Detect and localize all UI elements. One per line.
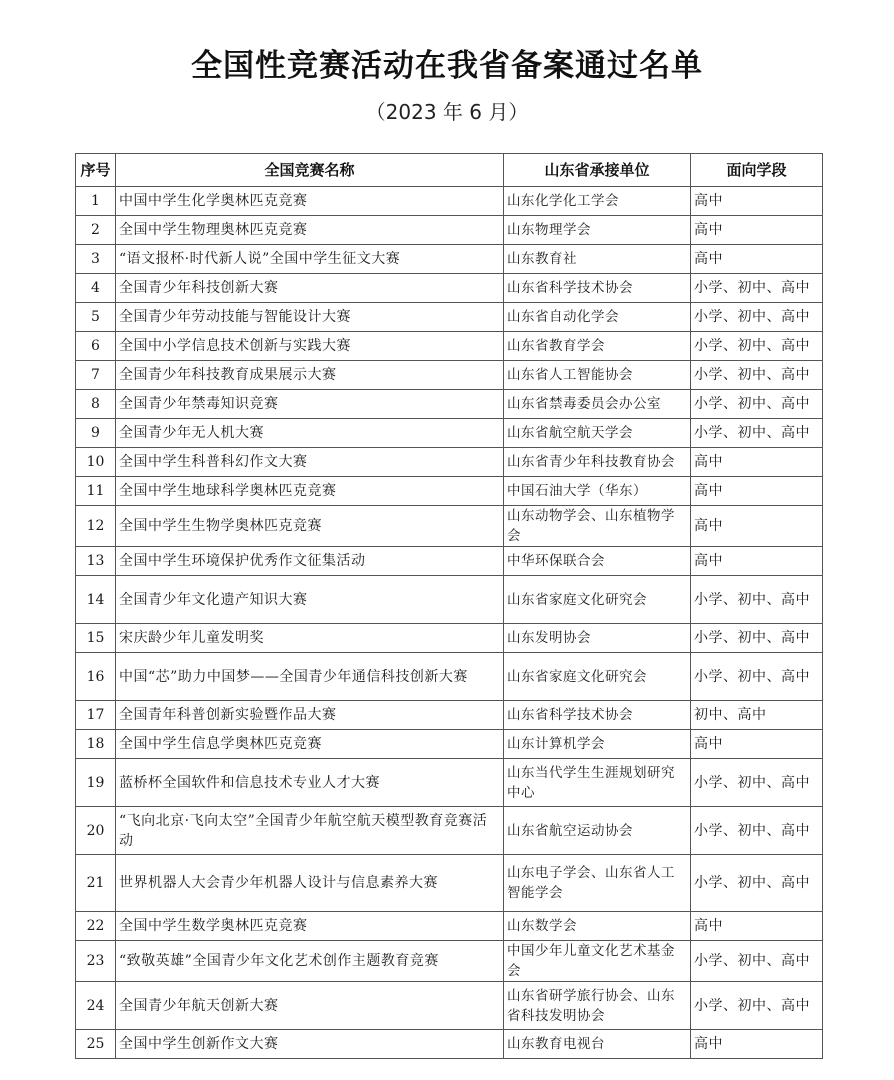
row-number: 7 (76, 361, 116, 390)
competition-name: 全国青少年无人机大赛 (116, 419, 504, 448)
host-organization: 山东发明协会 (504, 624, 691, 653)
table-row (76, 941, 823, 982)
row-number: 17 (76, 701, 116, 730)
table-row (76, 759, 823, 807)
header-host-organization: 山东省承接单位 (504, 154, 691, 187)
competition-name: 全国青少年科技创新大赛 (116, 274, 504, 303)
row-number: 16 (76, 653, 116, 701)
school-level: 小学、初中、高中 (691, 624, 823, 653)
competition-name: 全国中学生物理奥林匹克竞赛 (116, 216, 504, 245)
host-organization: 山东省禁毒委员会办公室 (504, 390, 691, 419)
host-organization: 山东教育社 (504, 245, 691, 274)
school-level: 高中 (691, 477, 823, 506)
competition-name: 全国中学生信息学奥林匹克竞赛 (116, 730, 504, 759)
competition-name: 全国中学生创新作文大赛 (116, 1030, 504, 1059)
school-level: 高中 (691, 912, 823, 941)
table-row (76, 982, 823, 1030)
competition-name: 全国青少年科技教育成果展示大赛 (116, 361, 504, 390)
header-school-level: 面向学段 (691, 154, 823, 187)
school-level: 高中 (691, 245, 823, 274)
host-organization: 山东物理学会 (504, 216, 691, 245)
competition-name: 宋庆龄少年儿童发明奖 (116, 624, 504, 653)
host-organization: 山东数学会 (504, 912, 691, 941)
document-title: 全国性竞赛活动在我省备案通过名单 (191, 48, 703, 84)
table-row (76, 274, 823, 303)
row-number: 6 (76, 332, 116, 361)
host-organization: 中华环保联合会 (504, 547, 691, 576)
host-organization: 山东当代学生生涯规划研究中心 (504, 759, 691, 807)
row-number: 5 (76, 303, 116, 332)
competition-name: 全国中学生环境保护优秀作文征集活动 (116, 547, 504, 576)
row-number: 25 (76, 1030, 116, 1059)
table-body (76, 187, 823, 1059)
row-number: 12 (76, 506, 116, 547)
host-organization: 山东省科学技术协会 (504, 701, 691, 730)
host-organization: 中国少年儿童文化艺术基金会 (504, 941, 691, 982)
host-organization: 山东省家庭文化研究会 (504, 653, 691, 701)
competition-name: 全国中小学信息技术创新与实践大赛 (116, 332, 504, 361)
host-organization: 山东化学化工学会 (504, 187, 691, 216)
table-row (76, 730, 823, 759)
school-level: 小学、初中、高中 (691, 419, 823, 448)
table-row (76, 187, 823, 216)
competition-name: 中国“芯”助力中国梦——全国青少年通信科技创新大赛 (116, 653, 504, 701)
table-row (76, 1030, 823, 1059)
row-number: 8 (76, 390, 116, 419)
row-number: 24 (76, 982, 116, 1030)
host-organization: 山东省青少年科技教育协会 (504, 448, 691, 477)
table-row (76, 303, 823, 332)
row-number: 22 (76, 912, 116, 941)
row-number: 4 (76, 274, 116, 303)
document-date: （2023 年 6 月） (365, 100, 529, 124)
competition-name: 全国青少年禁毒知识竞赛 (116, 390, 504, 419)
row-number: 20 (76, 807, 116, 855)
table-row (76, 506, 823, 547)
school-level: 小学、初中、高中 (691, 303, 823, 332)
host-organization: 山东省航空航天学会 (504, 419, 691, 448)
table-row (76, 361, 823, 390)
host-organization: 山东省航空运动协会 (504, 807, 691, 855)
school-level: 高中 (691, 547, 823, 576)
competition-name: “飞向北京·飞向太空”全国青少年航空航天模型教育竞赛活动 (116, 807, 504, 855)
row-number: 11 (76, 477, 116, 506)
school-level: 高中 (691, 506, 823, 547)
school-level: 小学、初中、高中 (691, 653, 823, 701)
table-row (76, 701, 823, 730)
row-number: 21 (76, 855, 116, 912)
row-number: 15 (76, 624, 116, 653)
competition-name: 全国青少年航天创新大赛 (116, 982, 504, 1030)
host-organization: 山东省家庭文化研究会 (504, 576, 691, 624)
host-organization: 山东省教育学会 (504, 332, 691, 361)
school-level: 小学、初中、高中 (691, 361, 823, 390)
competition-name: 世界机器人大会青少年机器人设计与信息素养大赛 (116, 855, 504, 912)
table-row (76, 477, 823, 506)
competition-name: 蓝桥杯全国软件和信息技术专业人才大赛 (116, 759, 504, 807)
competition-table (75, 153, 823, 1059)
school-level: 高中 (691, 216, 823, 245)
table-row (76, 807, 823, 855)
table-row (76, 912, 823, 941)
header-competition-name: 全国竞赛名称 (116, 154, 504, 187)
table-row (76, 576, 823, 624)
competition-name: 全国青年科普创新实验暨作品大赛 (116, 701, 504, 730)
header-number: 序号 (76, 154, 116, 187)
host-organization: 山东省自动化学会 (504, 303, 691, 332)
school-level: 小学、初中、高中 (691, 576, 823, 624)
competition-name: “致敬英雄”全国青少年文化艺术创作主题教育竞赛 (116, 941, 504, 982)
competition-name: 全国青少年劳动技能与智能设计大赛 (116, 303, 504, 332)
competition-name: 全国中学生科普科幻作文大赛 (116, 448, 504, 477)
competition-name: 全国中学生数学奥林匹克竞赛 (116, 912, 504, 941)
row-number: 3 (76, 245, 116, 274)
competition-name: 全国青少年文化遗产知识大赛 (116, 576, 504, 624)
school-level: 小学、初中、高中 (691, 274, 823, 303)
school-level: 小学、初中、高中 (691, 759, 823, 807)
host-organization: 山东省研学旅行协会、山东省科技发明协会 (504, 982, 691, 1030)
table-row (76, 419, 823, 448)
table-row (76, 855, 823, 912)
host-organization: 中国石油大学（华东） (504, 477, 691, 506)
host-organization: 山东计算机学会 (504, 730, 691, 759)
table-row (76, 624, 823, 653)
row-number: 2 (76, 216, 116, 245)
table-row (76, 547, 823, 576)
host-organization: 山东省科学技术协会 (504, 274, 691, 303)
host-organization: 山东电子学会、山东省人工智能学会 (504, 855, 691, 912)
competition-name: 中国中学生化学奥林匹克竞赛 (116, 187, 504, 216)
table-row (76, 653, 823, 701)
table-row (76, 216, 823, 245)
school-level: 高中 (691, 1030, 823, 1059)
school-level: 小学、初中、高中 (691, 332, 823, 361)
school-level: 小学、初中、高中 (691, 982, 823, 1030)
table-row (76, 245, 823, 274)
table-row (76, 448, 823, 477)
row-number: 14 (76, 576, 116, 624)
school-level: 高中 (691, 448, 823, 477)
school-level: 高中 (691, 187, 823, 216)
school-level: 小学、初中、高中 (691, 807, 823, 855)
row-number: 23 (76, 941, 116, 982)
table-header-row (76, 154, 823, 187)
table-row (76, 332, 823, 361)
table-row (76, 390, 823, 419)
school-level: 小学、初中、高中 (691, 941, 823, 982)
row-number: 19 (76, 759, 116, 807)
competition-name: 全国中学生生物学奥林匹克竞赛 (116, 506, 504, 547)
school-level: 初中、高中 (691, 701, 823, 730)
host-organization: 山东动物学会、山东植物学会 (504, 506, 691, 547)
row-number: 13 (76, 547, 116, 576)
school-level: 小学、初中、高中 (691, 390, 823, 419)
host-organization: 山东省人工智能协会 (504, 361, 691, 390)
row-number: 18 (76, 730, 116, 759)
school-level: 高中 (691, 730, 823, 759)
competition-name: “语文报杯·时代新人说”全国中学生征文大赛 (116, 245, 504, 274)
row-number: 10 (76, 448, 116, 477)
school-level: 小学、初中、高中 (691, 855, 823, 912)
row-number: 1 (76, 187, 116, 216)
host-organization: 山东教育电视台 (504, 1030, 691, 1059)
row-number: 9 (76, 419, 116, 448)
competition-name: 全国中学生地球科学奥林匹克竞赛 (116, 477, 504, 506)
